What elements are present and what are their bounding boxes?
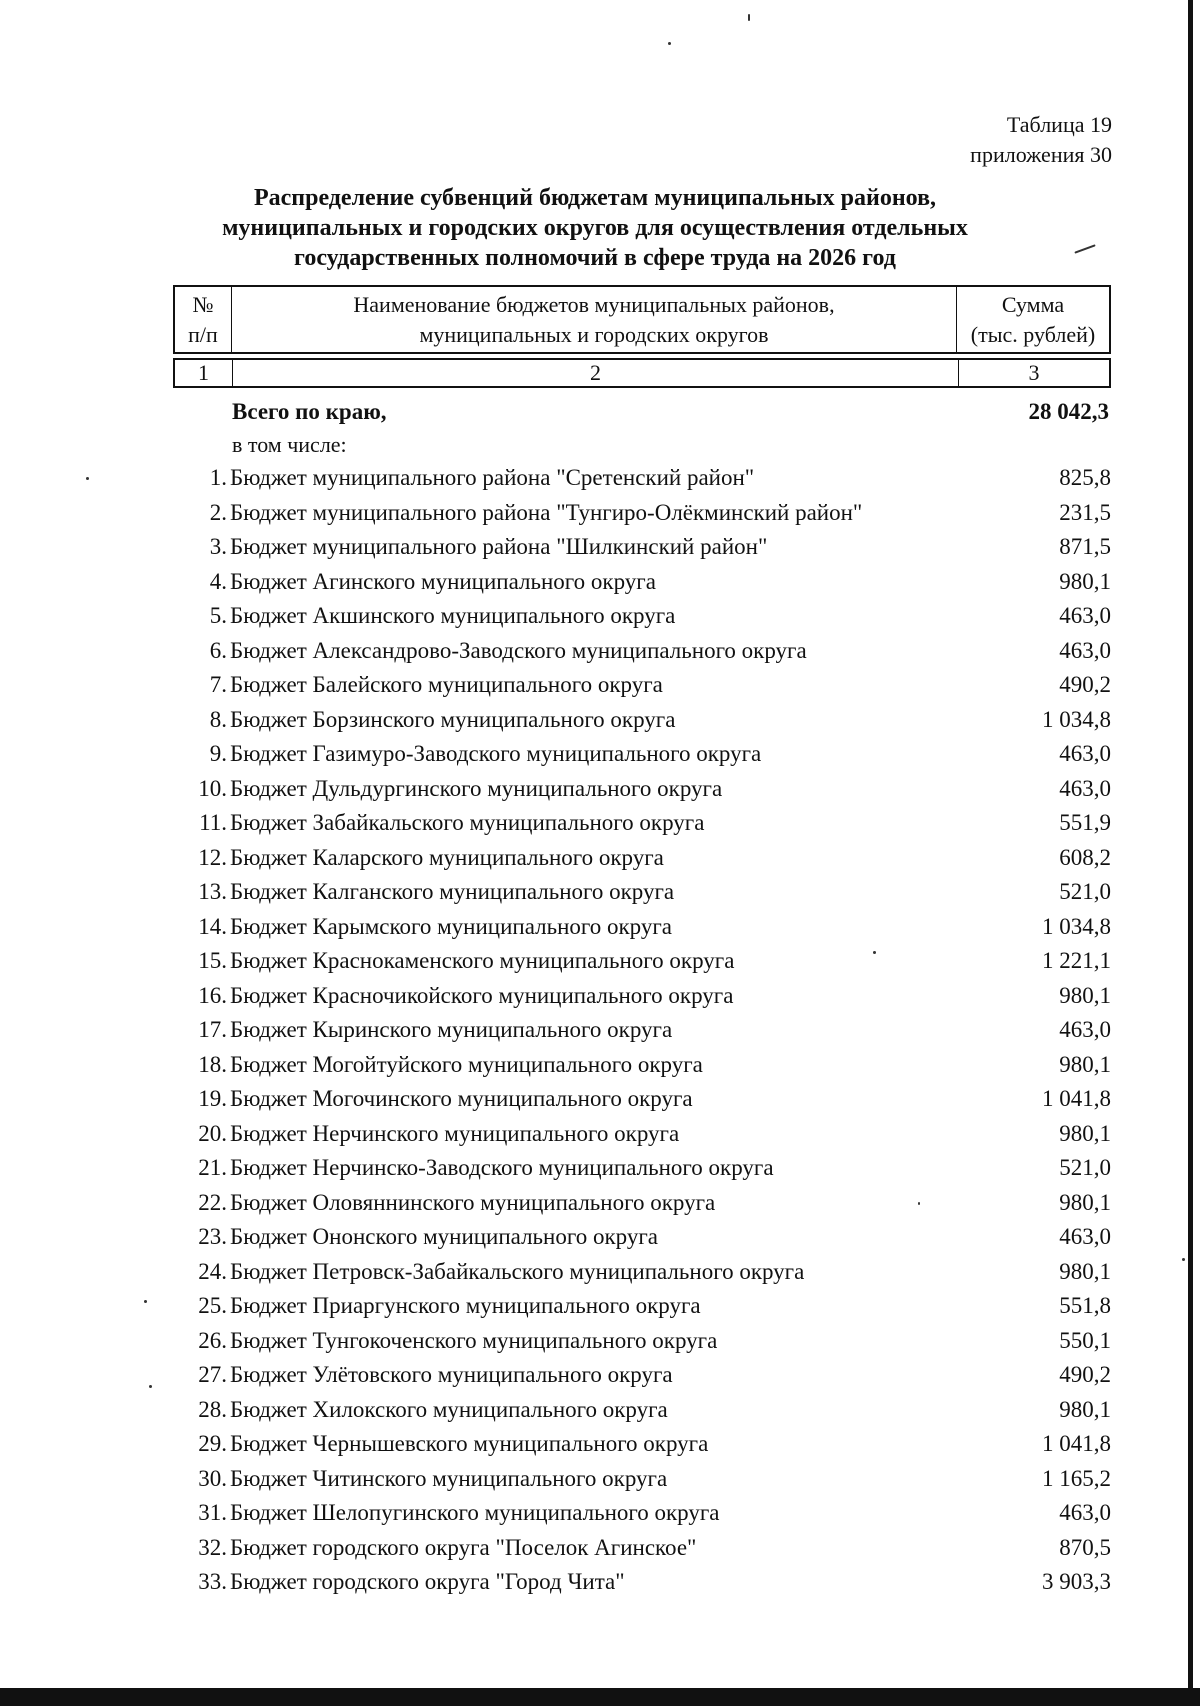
row-number: 17. — [198, 1017, 227, 1043]
row-name: Бюджет Могочинского муниципального округа — [230, 1086, 693, 1112]
row-value: 980,1 — [1059, 1051, 1111, 1077]
total-row — [173, 397, 1111, 431]
title-line: Распределение субвенций бюджетам муниципальных районов, — [253, 185, 937, 211]
row-number: 23. — [198, 1224, 227, 1250]
row-name: Бюджет Кыринского муниципального округа — [230, 1017, 673, 1043]
row-name: Бюджет Чернышевского муниципального округа — [230, 1431, 709, 1457]
table-row — [173, 875, 1111, 910]
row-value: 1 041,8 — [1042, 1431, 1111, 1457]
row-value: 463,0 — [1059, 1017, 1111, 1043]
row-number: 32. — [198, 1534, 227, 1560]
row-value: 825,8 — [1059, 465, 1111, 491]
row-number: 5. — [209, 603, 227, 629]
row-value: 463,0 — [1059, 741, 1111, 767]
row-number: 2. — [209, 499, 227, 525]
table-row — [173, 1186, 1111, 1221]
row-name: Бюджет Петровск-Забайкальского муниципального округа — [230, 1258, 805, 1284]
row-name: Бюджет Оловяннинского муниципального округа — [230, 1189, 716, 1215]
table-row — [173, 565, 1111, 600]
row-name: Бюджет муниципального района "Тунгиро-Олёкминский район" — [230, 499, 863, 525]
row-name: Бюджет Борзинского муниципального округа — [230, 706, 676, 732]
row-value: 980,1 — [1059, 1258, 1111, 1284]
total-label: Всего по краю, — [232, 399, 387, 424]
table-header — [173, 285, 1111, 354]
row-value: 463,0 — [1059, 1224, 1111, 1250]
row-value: 521,0 — [1059, 879, 1111, 905]
table-row — [173, 1048, 1111, 1083]
table-row — [173, 979, 1111, 1014]
row-number: 31. — [198, 1500, 227, 1526]
row-name: Бюджет Нерчинско-Заводского муниципального округа — [230, 1155, 774, 1181]
header-text: (тыс. рублей) — [970, 322, 1096, 347]
row-value: 608,2 — [1059, 844, 1111, 870]
row-number: 13. — [198, 879, 227, 905]
budget-table-body — [173, 461, 1111, 1600]
table-row — [173, 1531, 1111, 1566]
table-row — [173, 668, 1111, 703]
table-row — [173, 1324, 1111, 1359]
table-row — [173, 1082, 1111, 1117]
row-value: 231,5 — [1059, 499, 1111, 525]
row-name: Бюджет Улётовского муниципального округа — [230, 1362, 673, 1388]
column-number: 1 — [175, 360, 233, 386]
row-value: 980,1 — [1059, 982, 1111, 1008]
row-value: 870,5 — [1059, 1534, 1111, 1560]
table-row — [173, 1358, 1111, 1393]
row-name: Бюджет Каларского муниципального округа — [230, 844, 664, 870]
row-name: Бюджет городского округа "Город Чита" — [230, 1569, 625, 1595]
row-name: Бюджет Карымского муниципального округа — [230, 913, 673, 939]
row-number: 22. — [198, 1189, 227, 1215]
table-row — [173, 910, 1111, 945]
table-reference — [970, 110, 1112, 170]
row-value: 1 034,8 — [1042, 913, 1111, 939]
document-title — [160, 183, 1030, 273]
row-number: 16. — [198, 982, 227, 1008]
row-number: 24. — [198, 1258, 227, 1284]
row-value: 980,1 — [1059, 568, 1111, 594]
row-name: Бюджет Калганского муниципального округа — [230, 879, 675, 905]
header-sum-cell — [957, 287, 1109, 352]
table-row — [173, 944, 1111, 979]
row-number: 30. — [198, 1465, 227, 1491]
scan-speck — [86, 477, 89, 480]
table-row — [173, 1255, 1111, 1290]
row-name: Бюджет муниципального района "Шилкинский район" — [230, 534, 768, 560]
header-text: муниципальных и городских округов — [419, 322, 769, 347]
row-value: 980,1 — [1059, 1189, 1111, 1215]
row-number: 19. — [198, 1086, 227, 1112]
table-number: Таблица 19 — [1006, 112, 1112, 137]
header-text: № — [192, 292, 214, 317]
row-number: 9. — [209, 741, 227, 767]
row-value: 1 165,2 — [1042, 1465, 1111, 1491]
table-row — [173, 737, 1111, 772]
row-value: 490,2 — [1059, 1362, 1111, 1388]
table-row — [173, 1289, 1111, 1324]
row-name: Бюджет Ононского муниципального округа — [230, 1224, 658, 1250]
table-row — [173, 1462, 1111, 1497]
scan-speck — [668, 42, 671, 45]
row-number: 4. — [209, 568, 227, 594]
table-row — [173, 461, 1111, 496]
header-name-cell — [232, 287, 957, 352]
table-row — [173, 496, 1111, 531]
table-row — [173, 1013, 1111, 1048]
scan-border-bottom — [0, 1688, 1200, 1706]
row-number: 29. — [198, 1431, 227, 1457]
row-name: Бюджет Дульдургинского муниципального округа — [230, 775, 723, 801]
including-label: в том числе: — [232, 432, 347, 457]
row-name: Бюджет Хилокского муниципального округа — [230, 1396, 668, 1422]
row-number: 12. — [198, 844, 227, 870]
row-value: 980,1 — [1059, 1396, 1111, 1422]
row-value: 551,8 — [1059, 1293, 1111, 1319]
column-number: 3 — [1028, 360, 1040, 385]
scan-speck — [149, 1385, 152, 1388]
row-name: Бюджет Красночикойского муниципального округа — [230, 982, 734, 1008]
row-number: 20. — [198, 1120, 227, 1146]
row-value: 1 221,1 — [1042, 948, 1111, 974]
table-row — [173, 841, 1111, 876]
scan-border-right — [1188, 0, 1193, 1688]
row-value: 463,0 — [1059, 603, 1111, 629]
row-number: 15. — [198, 948, 227, 974]
scan-speck — [144, 1300, 147, 1303]
title-line: государственных полномочий в сфере труда на 2026 год — [294, 245, 896, 271]
table-row — [173, 1117, 1111, 1152]
header-number-cell — [175, 287, 232, 352]
row-number: 26. — [198, 1327, 227, 1353]
row-name: Бюджет Александрово-Заводского муниципального округа — [230, 637, 807, 663]
row-number: 11. — [199, 810, 227, 836]
table-row — [173, 703, 1111, 738]
row-name: Бюджет Газимуро-Заводского муниципального округа — [230, 741, 762, 767]
row-number: 10. — [198, 775, 227, 801]
row-name: Бюджет Балейского муниципального округа — [230, 672, 663, 698]
scan-speck — [1182, 1258, 1185, 1261]
scan-speck — [1074, 244, 1095, 253]
header-text: Наименование бюджетов муниципальных районов, — [353, 292, 835, 317]
table-row — [173, 634, 1111, 669]
header-text: Сумма — [1001, 292, 1065, 317]
row-value: 3 903,3 — [1042, 1569, 1111, 1595]
row-name: Бюджет Краснокаменского муниципального округа — [230, 948, 735, 974]
title-line: муниципальных и городских округов для осуществления отдельных — [222, 215, 968, 241]
row-number: 3. — [209, 534, 227, 560]
row-name: Бюджет Шелопугинского муниципального округа — [230, 1500, 720, 1526]
table-row — [173, 1220, 1111, 1255]
appendix-number: приложения 30 — [970, 142, 1112, 167]
row-value: 980,1 — [1059, 1120, 1111, 1146]
row-value: 463,0 — [1059, 775, 1111, 801]
row-value: 551,9 — [1059, 810, 1111, 836]
row-number: 18. — [198, 1051, 227, 1077]
table-row — [173, 806, 1111, 841]
scan-speck — [748, 14, 750, 21]
row-number: 28. — [198, 1396, 227, 1422]
total-value: 28 042,3 — [1028, 399, 1109, 424]
row-value: 521,0 — [1059, 1155, 1111, 1181]
table-row — [173, 1393, 1111, 1428]
column-number-row — [173, 358, 1111, 388]
row-value: 463,0 — [1059, 1500, 1111, 1526]
row-value: 463,0 — [1059, 637, 1111, 663]
row-name: Бюджет Читинского муниципального округа — [230, 1465, 668, 1491]
row-value: 871,5 — [1059, 534, 1111, 560]
table-row — [173, 530, 1111, 565]
row-name: Бюджет Тунгокоченского муниципального округа — [230, 1327, 718, 1353]
row-number: 21. — [198, 1155, 227, 1181]
row-name: Бюджет Приаргунского муниципального округа — [230, 1293, 701, 1319]
header-text: п/п — [188, 322, 218, 347]
row-number: 7. — [209, 672, 227, 698]
row-number: 27. — [198, 1362, 227, 1388]
row-name: Бюджет Агинского муниципального округа — [230, 568, 656, 594]
row-name: Бюджет Могойтуйского муниципального округа — [230, 1051, 703, 1077]
table-row — [173, 772, 1111, 807]
row-number: 25. — [198, 1293, 227, 1319]
row-value: 1 041,8 — [1042, 1086, 1111, 1112]
row-name: Бюджет городского округа "Поселок Агинское" — [230, 1534, 697, 1560]
row-name: Бюджет Акшинского муниципального округа — [230, 603, 676, 629]
table-row — [173, 599, 1111, 634]
table-row — [173, 1427, 1111, 1462]
row-value: 1 034,8 — [1042, 706, 1111, 732]
row-name: Бюджет Забайкальского муниципального округа — [230, 810, 705, 836]
column-number: 2 — [233, 360, 959, 386]
row-value: 490,2 — [1059, 672, 1111, 698]
row-number: 1. — [209, 465, 227, 491]
row-name: Бюджет Нерчинского муниципального округа — [230, 1120, 680, 1146]
row-name: Бюджет муниципального района "Сретенский район" — [230, 465, 755, 491]
row-number: 33. — [198, 1569, 227, 1595]
table-row — [173, 1496, 1111, 1531]
row-number: 6. — [209, 637, 227, 663]
table-row — [173, 1151, 1111, 1186]
row-number: 8. — [209, 706, 227, 732]
row-number: 14. — [198, 913, 227, 939]
table-row — [173, 1565, 1111, 1600]
row-value: 550,1 — [1059, 1327, 1111, 1353]
